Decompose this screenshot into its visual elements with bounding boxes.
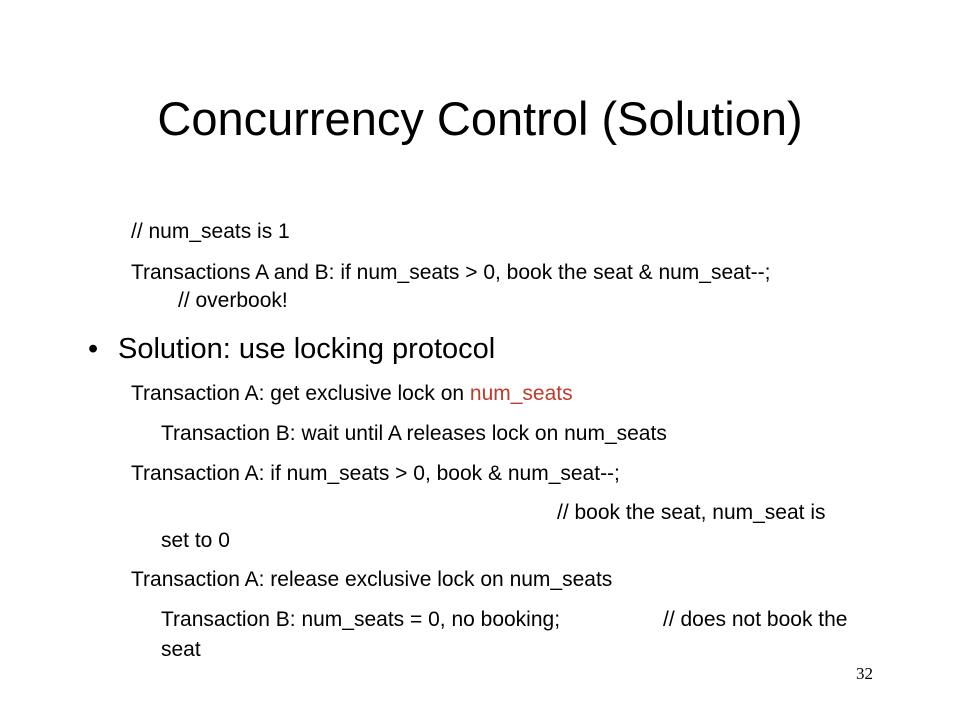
step-a-get-lock-prefix: Transaction A: get exclusive lock on [131, 382, 470, 405]
intro-comment-num-seats: // num_seats is 1 [131, 220, 290, 243]
step-b-wait: Transaction B: wait until A releases lock on num_seats [161, 422, 667, 445]
intro-transactions-line: Transactions A and B: if num_seats > 0, book the seat & num_seat--; [131, 261, 771, 284]
step-a-get-lock-highlight: num_seats [469, 382, 573, 405]
page-number: 32 [856, 664, 873, 683]
step-a-get-lock [131, 380, 573, 407]
bullet-solution-text: Solution: use locking protocol [118, 333, 496, 365]
step-a-book-comment-wrap: set to 0 [161, 529, 230, 552]
step-a-release: Transaction A: release exclusive lock on num_seats [131, 568, 613, 591]
step-b-check-comment: // does not book the [663, 608, 848, 631]
step-b-check-wrap: seat [161, 638, 201, 661]
step-b-check: Transaction B: num_seats = 0, no booking; [161, 608, 561, 631]
bullet-icon: • [88, 333, 99, 365]
intro-overbook-comment: // overbook! [178, 289, 288, 312]
step-a-book-comment: // book the seat, num_seat is [557, 501, 826, 524]
step-a-book: Transaction A: if num_seats > 0, book & num_seat--; [131, 462, 620, 485]
slide-title: Concurrency Control (Solution) [157, 92, 803, 145]
